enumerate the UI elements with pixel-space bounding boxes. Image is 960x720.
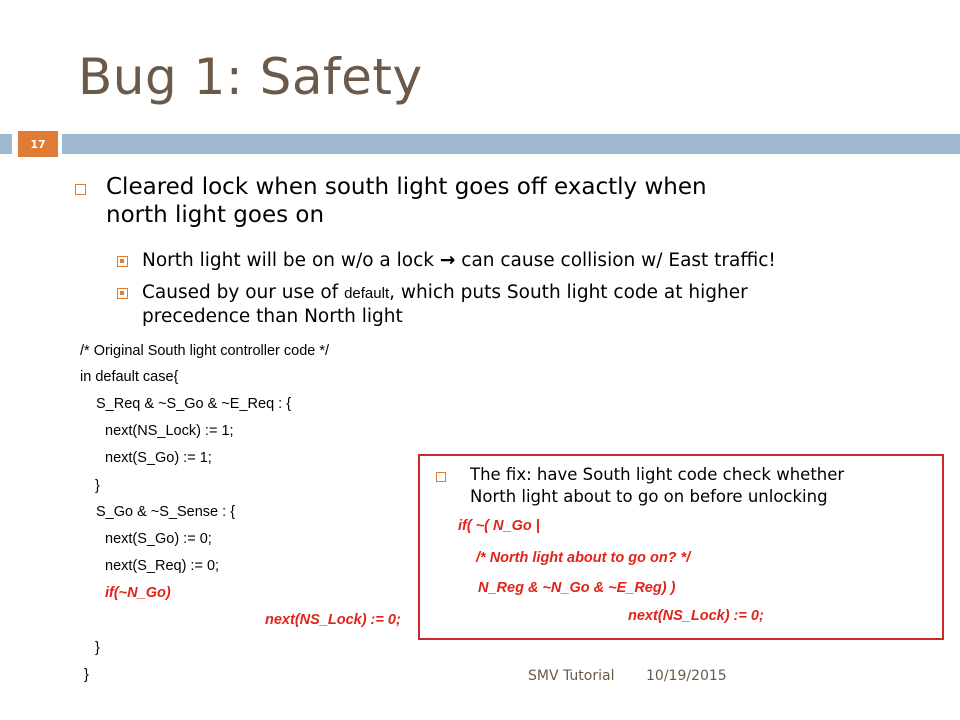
- sub-bullet-2-line2: precedence than North light: [142, 306, 403, 327]
- fix-code-line: if( ~( N_Go |: [458, 518, 540, 534]
- code-line: next(NS_Lock) := 1;: [105, 423, 234, 439]
- fix-text-line2: North light about to go on before unlocking: [470, 487, 828, 506]
- main-bullet-line2: north light goes on: [106, 202, 325, 228]
- header-bar-left: [0, 134, 12, 154]
- code-line: }: [84, 667, 89, 683]
- code-line: S_Req & ~S_Go & ~E_Req : {: [96, 396, 292, 412]
- fix-code-line: /* North light about to go on? */: [476, 550, 691, 566]
- main-bullet-line1: Cleared lock when south light goes off exactly when: [106, 174, 707, 200]
- fix-callout-box: [418, 454, 944, 640]
- sub-bullet-1-pre: North light will be on w/o a lock: [142, 250, 440, 271]
- code-line: next(S_Go) := 0;: [105, 531, 212, 547]
- sub-bullet-1-post: can cause collision w/ East traffic!: [455, 250, 776, 271]
- fix-text-line1: The fix: have South light code check whether: [470, 465, 845, 484]
- code-line: in default case{: [80, 369, 179, 385]
- footer-left: SMV Tutorial: [528, 668, 615, 684]
- footer-date: 10/19/2015: [646, 668, 727, 684]
- slide-title: Bug 1: Safety: [78, 48, 423, 106]
- sub-bullet-icon: [117, 288, 128, 299]
- code-line: }: [95, 640, 100, 656]
- code-line: /* Original South light controller code */: [80, 343, 330, 359]
- fix-text: [470, 464, 930, 508]
- sub-bullet-2-pre: Caused by our use of: [142, 282, 345, 303]
- header-bar-right: [62, 134, 960, 154]
- fix-code-line: next(NS_Lock) := 0;: [628, 608, 764, 624]
- code-line: next(S_Go) := 1;: [105, 450, 212, 466]
- fix-bullet-icon: [436, 472, 446, 482]
- sub-bullet-icon: [117, 256, 128, 267]
- code-line-highlight: next(NS_Lock) := 0;: [265, 612, 401, 628]
- code-line-highlight: if(~N_Go): [105, 585, 171, 601]
- sub-bullet-2-post: , which puts South light code at higher: [389, 282, 748, 303]
- arrow-icon: →: [439, 250, 456, 271]
- code-line: S_Go & ~S_Sense : {: [96, 504, 236, 520]
- code-line: }: [95, 478, 100, 494]
- slide-number: 17: [18, 131, 58, 157]
- default-keyword: default: [344, 285, 390, 302]
- main-bullet-icon: [75, 184, 86, 195]
- sub-bullet-1: [142, 250, 776, 272]
- code-line: next(S_Req) := 0;: [105, 558, 220, 574]
- fix-code-line: N_Reg & ~N_Go & ~E_Reg) ): [478, 580, 676, 596]
- sub-bullet-2-line1: [142, 282, 748, 305]
